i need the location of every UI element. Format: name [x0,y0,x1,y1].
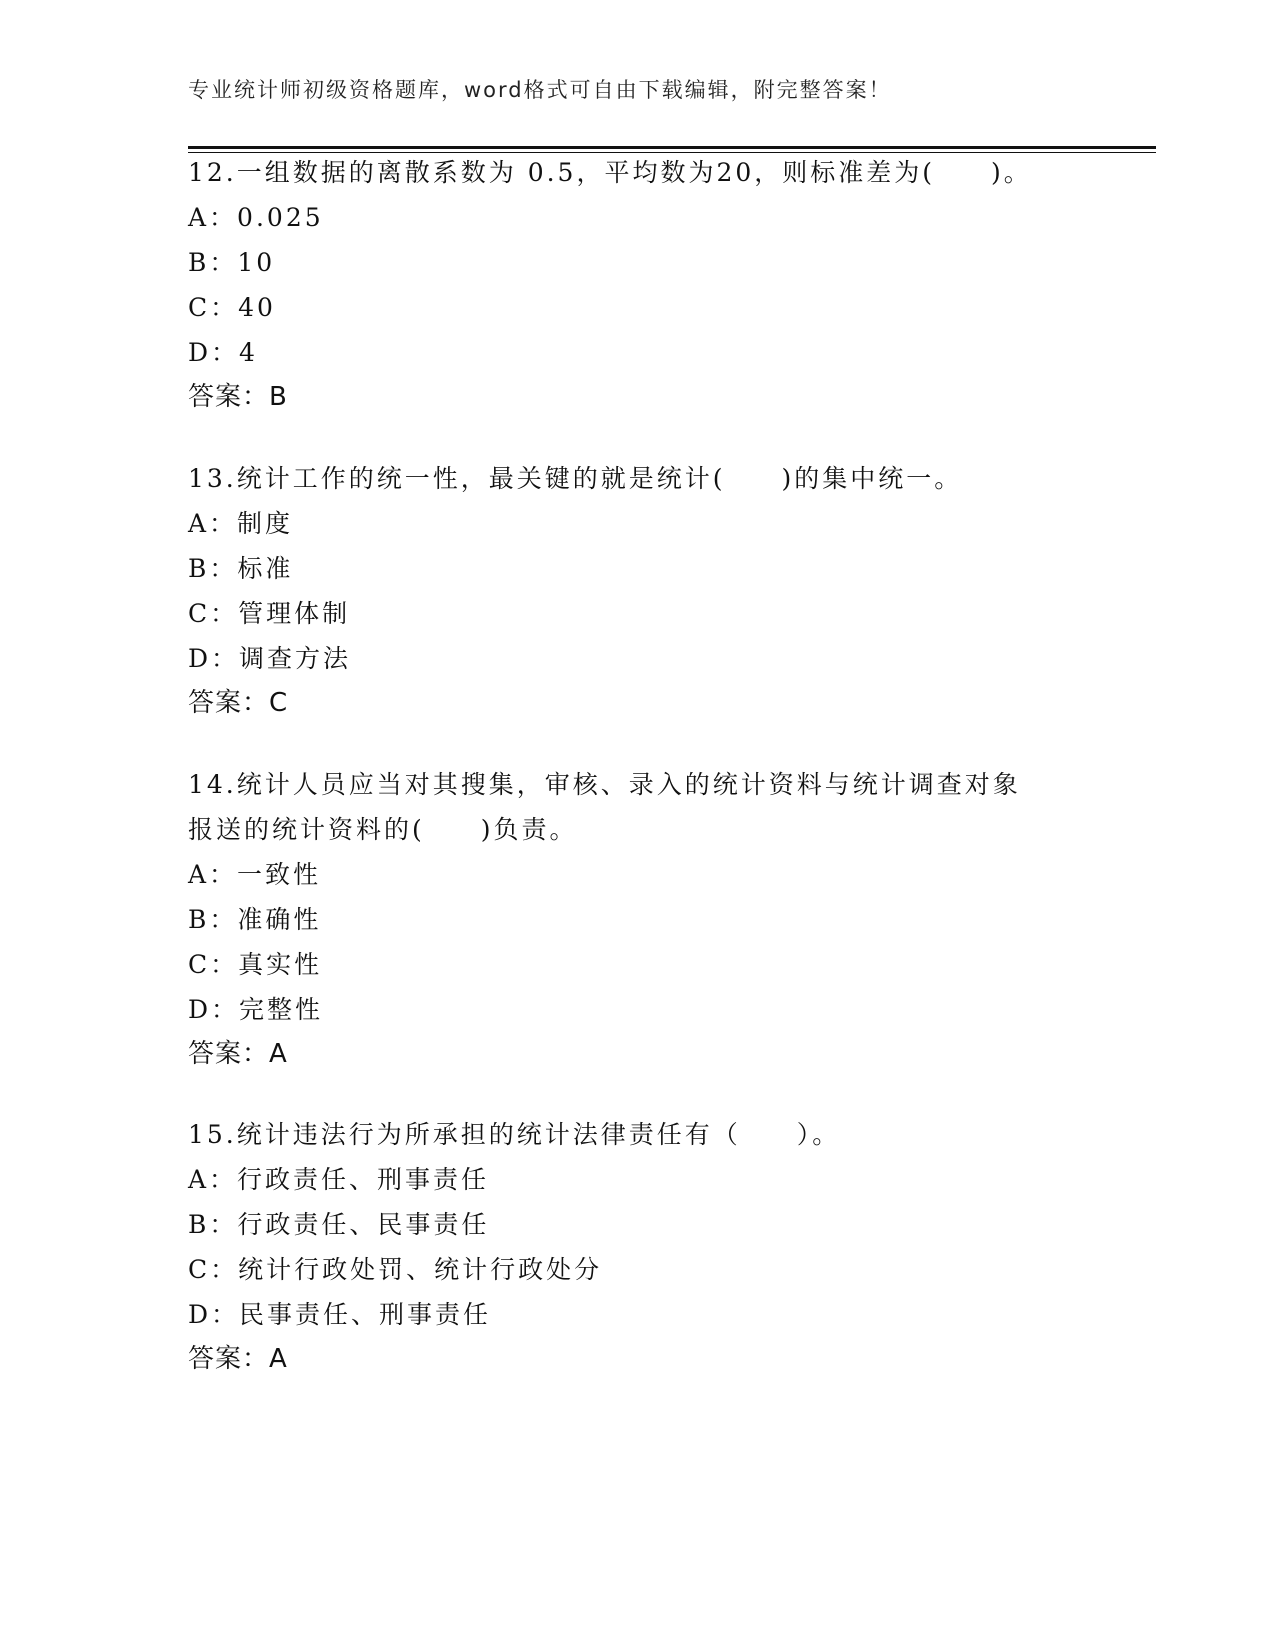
question-block [188,762,1088,1077]
option-b: B：准确性 [188,905,322,934]
option-a: A：行政责任、刑事责任 [188,1165,490,1194]
answer-label: 答案：A [188,1344,288,1374]
option-d: D：民事责任、刑事责任 [188,1300,492,1329]
option-d: D：4 [188,338,258,367]
answer-label: 答案：A [188,1039,288,1069]
option-c: C：真实性 [188,950,323,979]
question-block [188,456,1088,726]
question-text: 12.一组数据的离散系数为 0.5，平均数为20，则标准差为( )。 [188,158,1032,187]
option-a: A：0.025 [188,203,324,232]
option-b: B：10 [188,248,276,277]
option-b: B：行政责任、民事责任 [188,1210,490,1239]
question-text: 13.统计工作的统一性，最关键的就是统计( )的集中统一。 [188,464,963,493]
question-block [188,1112,1088,1382]
option-d: D：调查方法 [188,644,352,673]
question-block [188,150,1088,420]
answer-label: 答案：B [188,382,288,412]
option-d: D：完整性 [188,995,324,1024]
option-c: C：管理体制 [188,599,351,628]
option-c: C：统计行政处罚、统计行政处分 [188,1255,603,1284]
option-c: C：40 [188,293,276,322]
option-a: A：一致性 [188,860,322,889]
option-a: A：制度 [188,509,294,538]
question-text: 14.统计人员应当对其搜集，审核、录入的统计资料与统计调查对象报送的统计资料的( )负责。 [188,770,1021,844]
question-text: 15.统计违法行为所承担的统计法律责任有（ ）。 [188,1120,841,1149]
page-header: 专业统计师初级资格题库，word格式可自由下载编辑，附完整答案！ [188,78,892,102]
option-b: B：标准 [188,554,294,583]
answer-label: 答案：C [188,688,289,718]
